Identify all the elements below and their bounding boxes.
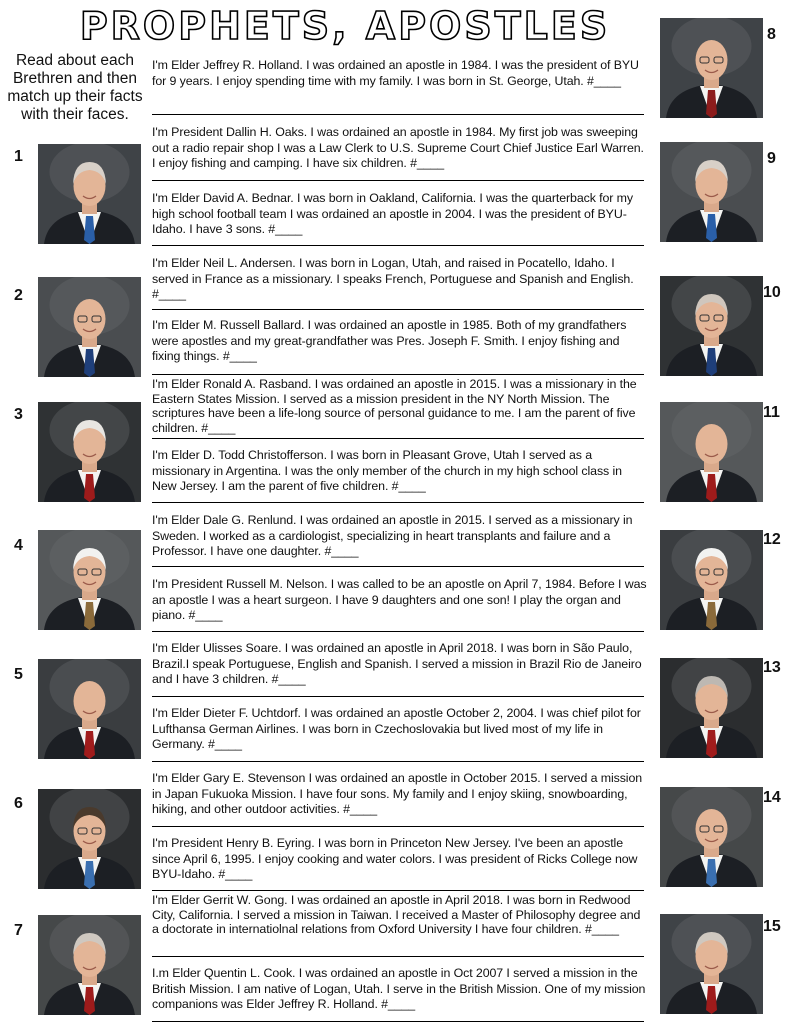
- photo-number-11: 11: [763, 404, 780, 421]
- portrait-photo-12: [660, 530, 763, 630]
- worksheet-title: PROPHETS, APOSTLES: [79, 4, 611, 48]
- divider: [152, 631, 644, 632]
- portrait-photo-1: [38, 144, 141, 244]
- portrait-photo-13: [660, 658, 763, 758]
- divider: [152, 1021, 644, 1022]
- portrait-photo-9: [660, 142, 763, 242]
- divider: [152, 374, 644, 375]
- photo-number-10: 10: [763, 284, 781, 301]
- fact-paragraph: I'm Elder Ulisses Soare. I was ordained an apostle in April 2018. I was born in São Paulo, Brazil.I speak Portuguese, English and Spanish. I served a mission in Brazil Rio de Janeiro and I have 3 children. #____: [152, 641, 642, 687]
- divider: [152, 180, 644, 181]
- portrait-photo-15: [660, 914, 763, 1014]
- portrait-photo-10: [660, 276, 763, 376]
- fact-paragraph: I'm Elder David A. Bednar. I was born in Oakland, California. I was the quarterback for my high school football team I was ordained an apostle in 2004. I was the president of BYU-Idaho. I have 3 sons. #____: [152, 191, 633, 237]
- portrait-photo-14: [660, 787, 763, 887]
- portrait-photo-2: [38, 277, 141, 377]
- divider: [152, 696, 644, 697]
- fact-paragraph: I'm Elder Gary E. Stevenson I was ordained an apostle in October 2015. I served a mission in Japan Fukuoka Mission. I have four sons. My family and I enjoy skiing, snowboarding, hiking, and other outdoor activities. #____: [152, 771, 643, 817]
- photo-number-6: 6: [14, 795, 23, 812]
- photo-number-12: 12: [763, 531, 781, 548]
- portrait-photo-3: [38, 402, 141, 502]
- portrait-photo-11: [660, 402, 763, 502]
- divider: [152, 502, 644, 503]
- instructions: Read about each Brethren and then match up their facts with their faces.: [7, 52, 143, 123]
- photo-number-15: 15: [763, 918, 781, 935]
- fact-paragraph: I'm President Russell M. Nelson. I was called to be an apostle on April 7, 1984. Before I was an apostle I was a heart surgeon. I have 9 daughters and one son! I play the organ and piano. #____: [152, 577, 647, 623]
- portrait-photo-8: [660, 18, 763, 118]
- portrait-photo-6: [38, 789, 141, 889]
- photo-number-3: 3: [14, 406, 23, 423]
- photo-number-7: 7: [14, 922, 23, 939]
- fact-paragraph: I'm Elder Neil L. Andersen. I was born in Logan, Utah, and raised in Pocatello, Idaho. I served in France as a missionary. I speaks French, Portuguese and Spanish and English. #____: [152, 256, 634, 302]
- fact-paragraph: I'm President Dallin H. Oaks. I was ordained an apostle in 1984. My first job was sweeping out a radio repair shop I was a Law Clerk to U.S. Supreme Court Chief Justice Earl Warren. I enjoy fishing and camping. I have six children. #____: [152, 125, 644, 171]
- photo-number-14: 14: [763, 789, 781, 806]
- photo-number-8: 8: [767, 26, 776, 43]
- divider: [152, 890, 644, 891]
- fact-paragraph: I'm Elder Ronald A. Rasband. I was ordained an apostle in 2015. I was a missionary in the Eastern States Mission. I served as a mission president in the NY North Mission. The scriptures have been a life-long source of personal guidance to me. I am the parent of five children. #____: [152, 377, 637, 436]
- divider: [152, 438, 644, 439]
- fact-paragraph: I'm Elder M. Russell Ballard. I was ordained an apostle in 1985. Both of my grandfathers were apostles and my great-grandfather was Pres. Joseph F. Smith. I enjoy fishing and fixing things. #____: [152, 318, 627, 364]
- divider: [152, 114, 644, 115]
- divider: [152, 956, 644, 957]
- fact-paragraph: I'm Elder Jeffrey R. Holland. I was ordained an apostle in 1984. I was the president of BYU for 9 years. I enjoy spending time with my family. I was born in St. George, Utah. #____: [152, 58, 639, 88]
- photo-number-2: 2: [14, 287, 23, 304]
- fact-paragraph: I'm Elder Gerrit W. Gong. I was ordained an apostle in April 2018. I was born in Redwood City, California. I served a mission in Taiwan. I received a Master of Philosophy degree and a doctorate in internatiolnal relations from Oxford University I have four children. #____: [152, 893, 641, 937]
- fact-paragraph: I'm Elder Dieter F. Uchtdorf. I was ordained an apostle October 2, 2004. I was chief pilot for Lufthansa German Airlines. I was born in Czechoslovakia but lived most of my life in Germany. #____: [152, 706, 641, 752]
- fact-paragraph: I'm Elder Dale G. Renlund. I was ordained an apostle in 2015. I served as a missionary in Sweden. I worked as a cardiologist, specializing in heart transplants and failure and a Professor. I have one daughter. #____: [152, 513, 633, 559]
- divider: [152, 761, 644, 762]
- portrait-photo-4: [38, 530, 141, 630]
- divider: [152, 826, 644, 827]
- photo-number-4: 4: [14, 537, 23, 554]
- photo-number-5: 5: [14, 666, 23, 683]
- divider: [152, 245, 644, 246]
- fact-paragraph: I.m Elder Quentin L. Cook. I was ordained an apostle in Oct 2007 I served a mission in the British Mission. I am native of Logan, Utah. I serve in the British Mission. One of my mission companions was Elder Jeffrey R. Holland. #____: [152, 966, 646, 1012]
- photo-number-9: 9: [767, 150, 776, 167]
- photo-number-13: 13: [763, 659, 781, 676]
- divider: [152, 566, 644, 567]
- portrait-photo-7: [38, 915, 141, 1015]
- photo-number-1: 1: [14, 148, 23, 165]
- divider: [152, 309, 644, 310]
- fact-paragraph: I'm President Henry B. Eyring. I was born in Princeton New Jersey. I've been an apostle since April 6, 1995. I enjoy cooking and water colors. I was president of Ricks College now BYU-Idaho. #____: [152, 836, 638, 882]
- fact-paragraph: I'm Elder D. Todd Christofferson. I was born in Pleasant Grove, Utah I served as a missionary in Argentina. I was the only member of the church in my high school class in New Jersey. I am the parent of five children. #____: [152, 448, 622, 494]
- portrait-photo-5: [38, 659, 141, 759]
